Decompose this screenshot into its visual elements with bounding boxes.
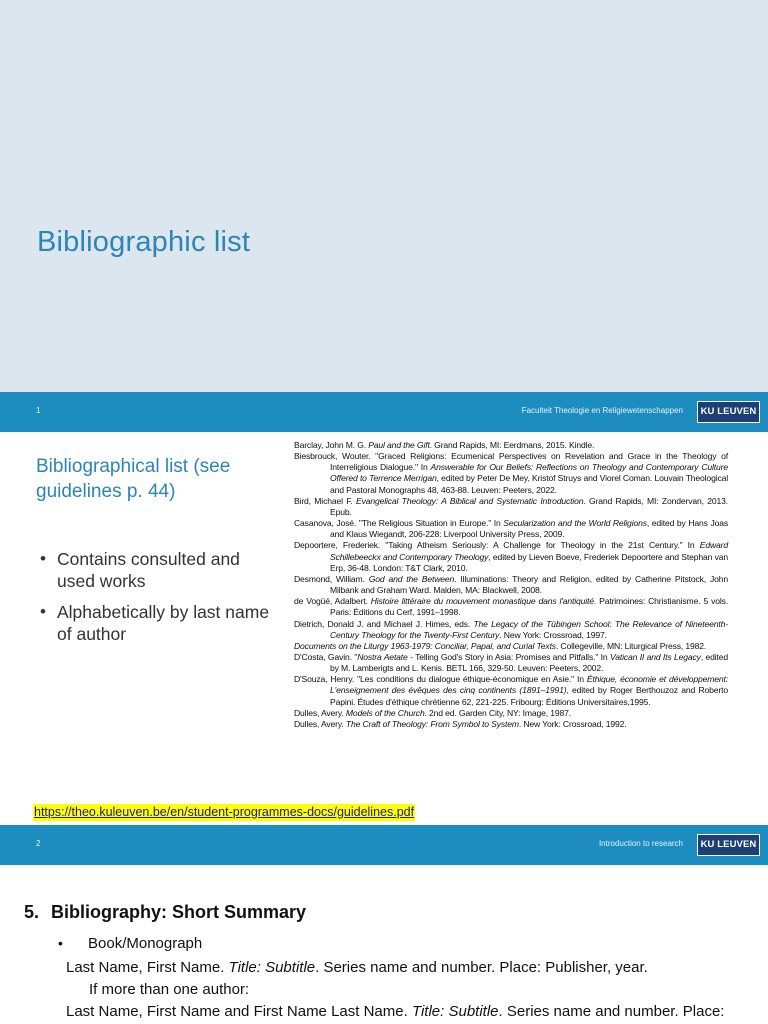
bullet-text: Book/Monograph (88, 935, 203, 952)
bullet-text: Alphabetically by last name of author (57, 602, 270, 644)
italic-title: Title: Subtitle (411, 1003, 499, 1020)
text-run: Dulles, Avery. (294, 707, 346, 718)
bibliography-entry (294, 641, 728, 652)
guidelines-link[interactable]: https://theo.kuleuven.be/en/student-programmes-docs/guidelines.pdf (34, 805, 415, 819)
bullet-item (40, 601, 270, 645)
text-run: , edited by Roger Berthouzoz and Roberto Papini. Études d'éthique chrétienne 62, 221-225. Fribourg: Éditions Universitaires,1995. (330, 685, 729, 707)
italic-title: Evangelical Theology: A Biblical and Systematic Introduction (356, 495, 584, 506)
bullet-icon: • (58, 935, 63, 951)
text-run: . Series name and number. Place: (498, 1003, 725, 1020)
bullet-icon: • (40, 549, 46, 568)
slide-number: 2 (36, 839, 41, 848)
text-run: - Telling God's Story in Asia: Promises and Pitfalls." In (407, 651, 610, 662)
bibliography-entry (294, 596, 728, 618)
italic-title: Documents on the Liturgy 1963-1979: Conciliar, Papal, and Curial Texts (294, 640, 556, 651)
text-run: Dietrich, Donald J. and Michael J. Himes, eds. (294, 618, 474, 629)
bullet-item (58, 935, 202, 952)
italic-title: Éthique, économie et développement: L'enseignement des évêques des cinq continents (1891–1991) (330, 674, 728, 696)
content-slide (0, 432, 768, 825)
text-run: D'Costa, Gavin. " (294, 651, 358, 662)
footer-department: Faculteit Theologie en Religiewetenschappen (521, 406, 683, 415)
italic-title: Secularization and the World Religions (503, 518, 647, 529)
format-line (66, 959, 648, 976)
text-run: Last Name, First Name. (66, 959, 229, 976)
bibliography-entry (294, 674, 728, 707)
text-run: D'Souza, Henry. "Les conditions du dialogue éthique-économique en Asie." In (294, 674, 587, 685)
italic-title: Title: Subtitle (228, 959, 316, 976)
text-run: . Collegeville, MN: Liturgical Press, 1982. (555, 640, 707, 651)
text-run: de Vogüé, Adalbert. (294, 596, 371, 607)
text-run: , edited by Lieven Boeve, Frederiek Depoortere and Stephan van Erp, 36-48. London: T&T Clark, 2010. (330, 551, 728, 573)
bibliography-entry (294, 496, 728, 518)
text-run: . Patrimoines: Christianisme. 5 vols. Paris: Éditions du Cerf, 1991–1998. (330, 596, 728, 618)
text-run: Bird, Michael F. (294, 495, 356, 506)
italic-title: Models of the Church (345, 707, 425, 718)
text-run: . New York: Crossroad, 1997. (499, 629, 607, 640)
section-number: 5. (24, 902, 40, 922)
text-run: . 2nd ed. Garden City, NY: Image, 1987. (424, 707, 571, 718)
text-run: Dulles, Avery. (294, 718, 346, 729)
text-run: Barclay, John M. G. (294, 440, 369, 450)
italic-title: Histoire littéraire du mouvement monastique dans l'antiquité (370, 596, 594, 607)
text-run: Desmond, William. (294, 573, 369, 584)
bibliography-entry (294, 440, 728, 451)
italic-title: The Craft of Theology: From Symbol to System (345, 718, 519, 729)
bibliography-entry (294, 574, 728, 596)
bibliography-entry (294, 540, 728, 573)
text-run: . Illuminations: Theory and Religion, edited by Catherine Pitstock, John Milbank and Graham Ward. Malden, MA: Blackwell, 2008. (330, 573, 728, 596)
bibliography-entry (294, 518, 728, 540)
summary-slide (0, 865, 768, 1024)
section-heading (24, 902, 306, 923)
text-run: , edited by Peter De Mey, Kristof Struys and Viorel Coman. Louvain Theological and Pastoral Monographs 48, 463-88. Leuven: Peeters, 2022. (330, 473, 728, 495)
text-run: Biesbrouck, Wouter. "Graced Religions: Ecumenical Perspectives on Revelation and Grace in the Theology of Interreligious Dialogue." In (294, 451, 728, 473)
italic-title: The Legacy of the Tübingen School: The Relevance of Nineteenth-Century Theology for the Twenty-First Century (330, 618, 728, 640)
bullet-icon: • (40, 602, 46, 621)
text-run: Casanova, José. "The Religious Situation in Europe." In (294, 518, 504, 529)
section-heading-text: Bibliography: Short Summary (51, 902, 307, 922)
italic-title: God and the Between (368, 573, 455, 584)
ku-leuven-logo: KU LEUVEN (697, 401, 760, 423)
slide-number: 1 (36, 406, 41, 415)
text-run: Last Name, First Name and First Name Last Name. (66, 1003, 412, 1020)
bullet-text: Contains consulted and used works (57, 549, 240, 591)
bibliography-entry (294, 652, 728, 674)
slide-footer-bar (0, 392, 768, 432)
footer-department: Introduction to research (598, 839, 683, 848)
bibliography-entry (294, 619, 728, 641)
bibliography-entry (294, 451, 728, 496)
bibliography-entry (294, 708, 728, 719)
format-line (66, 1003, 724, 1020)
italic-title: Answerable for Our Beliefs: Reflections on Theology and Contemporary Culture Offered to Terrence Merrigan (330, 462, 728, 484)
text-run: , edited by M. Lamberigts and L. Kenis. BETL 166, 329-50. Leuven: Peeters, 2002. (330, 651, 728, 674)
bullet-list (40, 548, 270, 654)
bullet-item (40, 548, 270, 592)
slide-title: Bibliographical list (see guidelines p. 44) (36, 456, 231, 502)
bibliography-entry (294, 719, 728, 730)
text-run: , edited by Hans Joas and Klaus Wiegandt, 206-228: Liverpool University Press, 2009. (330, 518, 729, 540)
text-run: . New York: Crossroad, 1992. (518, 718, 627, 729)
format-note: If more than one author: (89, 981, 250, 998)
text-run: Depoortere, Frederiek. "Taking Atheism Seriously: A Challenge for Theology in the 21st Century." In (294, 540, 700, 551)
slide-footer-bar (0, 825, 768, 865)
italic-title: Vatican II and Its Legacy (609, 651, 701, 662)
text-run: . Grand Rapids, MI: Zondervan, 2013. Epub. (330, 495, 728, 517)
ku-leuven-logo: KU LEUVEN (697, 834, 760, 856)
text-run: . Series name and number. Place: Publisher, year. (315, 959, 648, 976)
italic-title: Edward Schillebeeckx and Contemporary Theology (330, 540, 728, 562)
title-slide (0, 0, 768, 392)
bibliography-list (294, 440, 728, 730)
italic-title: Nostra Aetate (357, 651, 408, 662)
italic-title: Paul and the Gift (368, 440, 430, 450)
slide-title: Bibliographic list (37, 226, 251, 258)
text-run: . Grand Rapids, MI: Eerdmans, 2015. Kindle. (429, 440, 595, 450)
